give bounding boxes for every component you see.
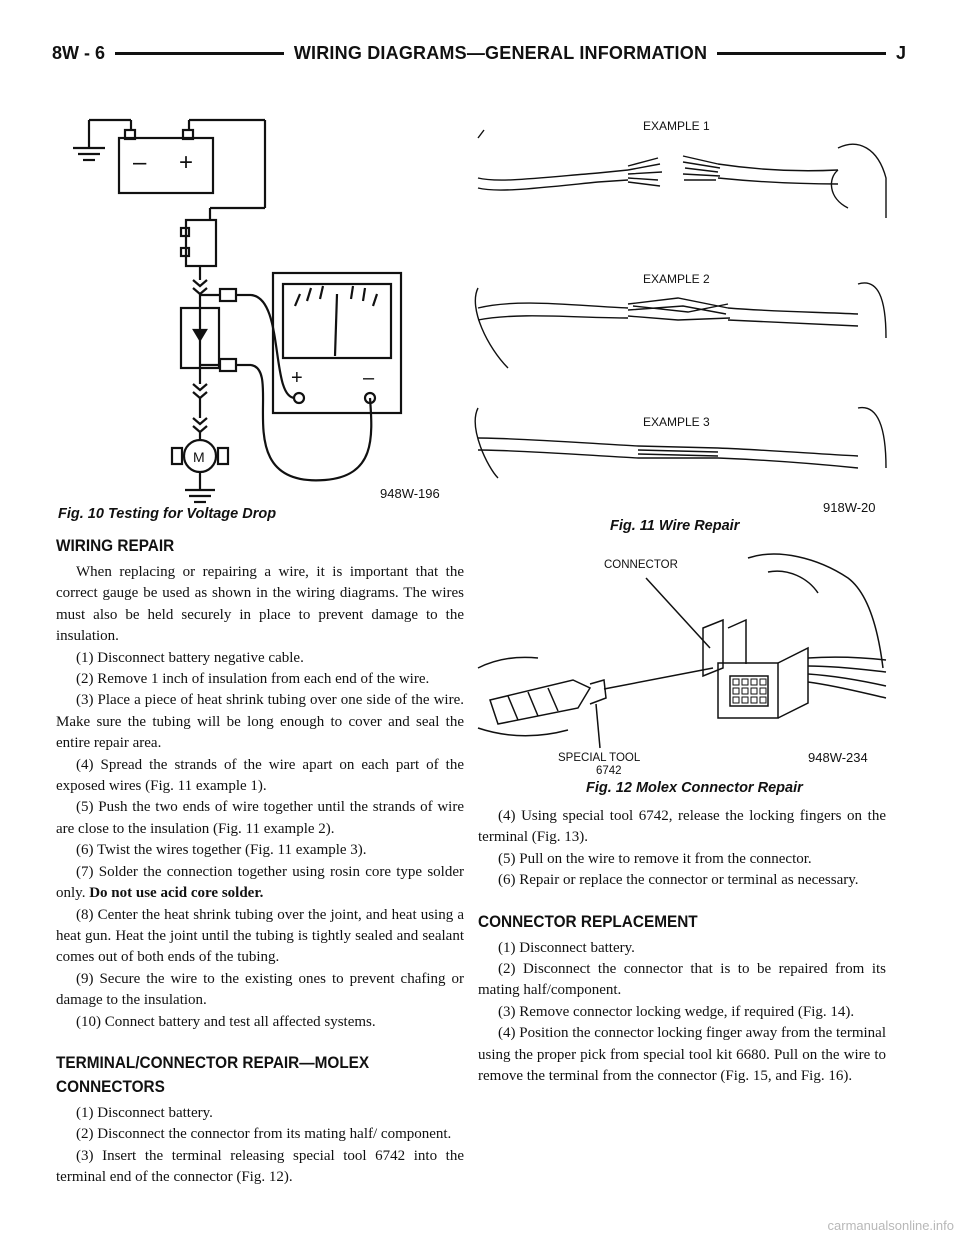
wiring-step-6: (6) Twist the wires together (Fig. 11 example 3).: [76, 842, 367, 859]
molex-step-1: (1) Disconnect battery.: [76, 1104, 213, 1121]
molex-step-3: (3) Insert the terminal releasing special tool 6742 into the terminal end of the connector (Fig. 12).: [56, 1147, 464, 1186]
wire-repair-illustration: [478, 108, 888, 518]
example-3-label: EXAMPLE 3: [643, 415, 710, 429]
fig12-code: 948W-234: [808, 750, 868, 765]
replacement-step-4: (4) Position the connector locking finger away from the terminal using the proper pick from special tool kit 6680. Pull on the wire to remove the terminal from the connector (Fig. 15, and Fig. 16).: [478, 1025, 886, 1085]
left-column: [56, 534, 464, 1189]
meter-plus-label: +: [291, 367, 303, 389]
wiring-step-1: (1) Disconnect battery negative cable.: [76, 649, 304, 666]
connector-label: CONNECTOR: [604, 559, 678, 571]
wiring-repair-intro: When replacing or repairing a wire, it is important that the correct gauge be used as shown in the wiring diagrams. The wires must also be held securely in place to prevent damage to the insulation.: [56, 564, 464, 645]
fig10-code: 948W-196: [380, 486, 440, 501]
wiring-step-10: (10) Connect battery and test all affected systems.: [76, 1013, 376, 1030]
header-rule-left: [115, 52, 284, 55]
battery-plus-label: +: [179, 149, 194, 176]
wiring-step-8: (8) Center the heat shrink tubing over the joint, and heat using a heat gun. Heat the joint until the tubing is tightly sealed and sealant comes out of both ends of the tubing.: [56, 906, 464, 966]
replacement-step-1: (1) Disconnect battery.: [498, 939, 635, 956]
page-header: [52, 38, 906, 68]
fig11-code: 918W-20: [823, 500, 876, 515]
replacement-step-2: (2) Disconnect the connector that is to be repaired from its mating half/component.: [478, 961, 886, 999]
wiring-step-5: (5) Push the two ends of wire together until the strands of wire are close to the insulation (Fig. 11 example 2).: [56, 799, 464, 837]
heading-wiring-repair: WIRING REPAIR: [56, 537, 175, 555]
special-tool-number: 6742: [596, 765, 622, 777]
figure-voltage-drop: [55, 108, 465, 508]
header-rule-right: [717, 52, 886, 55]
wiring-step-2: (2) Remove 1 inch of insulation from each end of the wire.: [76, 671, 430, 688]
section-title: WIRING DIAGRAMS—GENERAL INFORMATION: [293, 42, 708, 63]
example-1-label: EXAMPLE 1: [643, 119, 710, 133]
wiring-step-7: [56, 862, 464, 905]
wiring-step-3: (3) Place a piece of heat shrink tubing over one side of the wire. Make sure the tubing will be long enough to cover and seal the entire repair area.: [56, 692, 464, 752]
molex-step-2: (2) Disconnect the connector from its mating half/ component.: [76, 1126, 452, 1143]
example-2-label: EXAMPLE 2: [643, 272, 710, 286]
figure-wire-repair: [478, 108, 888, 518]
wiring-step-4: (4) Spread the strands of the wire apart on each part of the exposed wires (Fig. 11 example 1).: [56, 756, 464, 795]
footer-watermark: carmanualsonline.info: [827, 1218, 954, 1233]
wiring-step-9: (9) Secure the wire to the existing ones to prevent chafing or damage to the insulation.: [56, 970, 464, 1009]
meter-minus-label: –: [363, 367, 375, 389]
page-number: 8W - 6: [52, 42, 106, 63]
fig12-caption: Fig. 12 Molex Connector Repair: [586, 780, 803, 796]
figure-molex-connector: [478, 548, 888, 777]
right-column: [478, 806, 886, 1087]
molex-step-6: (6) Repair or replace the connector or terminal as necessary.: [498, 872, 859, 889]
wiring-step-7-text: (7) Solder the connection together using rosin core type solder only.: [56, 863, 464, 902]
wiring-step-7-warning: Do not use acid core solder.: [89, 885, 264, 902]
heading-molex-repair: TERMINAL/CONNECTOR REPAIR—MOLEX CONNECTORS: [56, 1053, 370, 1096]
motor-label: M: [193, 449, 205, 465]
molex-step-5: (5) Pull on the wire to remove it from the connector.: [498, 850, 812, 867]
voltage-drop-diagram: [55, 108, 465, 508]
fig11-caption: Fig. 11 Wire Repair: [610, 518, 740, 534]
special-tool-label: SPECIAL TOOL: [558, 752, 641, 764]
replacement-step-3: (3) Remove connector locking wedge, if required (Fig. 14).: [498, 1003, 855, 1020]
molex-step-4: (4) Using special tool 6742, release the locking fingers on the terminal (Fig. 13).: [478, 808, 886, 846]
heading-connector-replacement: CONNECTOR REPLACEMENT: [478, 912, 698, 931]
molex-connector-illustration: [478, 548, 888, 777]
fig10-caption: Fig. 10 Testing for Voltage Drop: [58, 506, 277, 522]
battery-minus-label: –: [133, 149, 147, 176]
header-letter: J: [896, 42, 907, 63]
